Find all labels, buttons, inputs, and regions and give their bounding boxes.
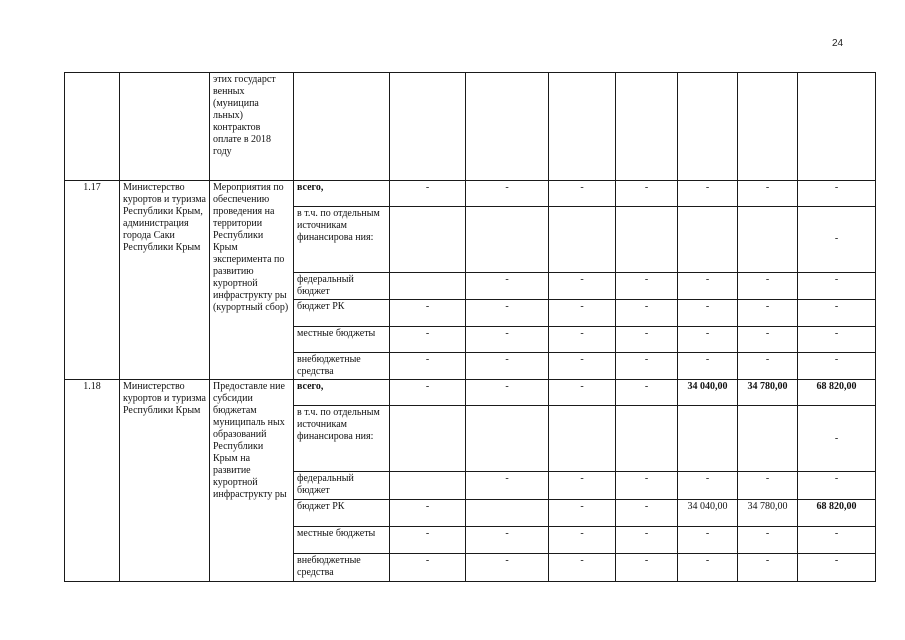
source-label: федеральный бюджет	[294, 472, 390, 499]
source-label: федеральный бюджет	[294, 272, 390, 299]
table-row: федеральный бюджет - - - - - -	[65, 272, 876, 299]
source-label: местные бюджеты	[294, 526, 390, 553]
page-number: 24	[832, 38, 844, 49]
source-label: в т.ч. по отдельным источникам финансирова ния:	[294, 406, 390, 472]
table-row: внебюджетные средства - - - - - - -	[65, 553, 876, 581]
table-row: в т.ч. по отдельным источникам финансирова ния: -	[65, 406, 876, 472]
measure-cell: Предоставле ние субсидии бюджетам муниципаль ных образований Республики Крым на развитие курортной инфраструкту ры	[210, 380, 294, 582]
table-row: бюджет РК - - - 34 040,00 34 780,00 68 820,00	[65, 499, 876, 526]
amount-total-cell: 68 820,00	[798, 380, 876, 406]
source-label: внебюджетные средства	[294, 553, 390, 581]
amount-cell: 34 780,00	[738, 499, 798, 526]
amount-total-cell: 68 820,00	[798, 499, 876, 526]
source-label: бюджет РК	[294, 299, 390, 326]
source-label: внебюджетные средства	[294, 353, 390, 380]
source-label: местные бюджеты	[294, 326, 390, 352]
measure-cell: этих государст венных (муниципа льных) контрактов оплате в 2018 году	[210, 73, 294, 181]
executor-cell: Министерство курортов и туризма Республики Крым, администрация города Саки Республики Крым	[120, 181, 210, 380]
source-label: всего,	[294, 181, 390, 206]
source-label: всего,	[294, 380, 390, 406]
row-number: 1.17	[65, 181, 120, 380]
table-row: в т.ч. по отдельным источникам финансирова ния: -	[65, 206, 876, 272]
table-row: местные бюджеты - - - - - - -	[65, 526, 876, 553]
amount-cell: 34 040,00	[678, 380, 738, 406]
measure-cell: Мероприятия по обеспечению проведения на территории Республики Крым эксперимента по развитию курортной инфраструкту ры (курортный сбор)	[210, 181, 294, 380]
table-row: внебюджетные средства - - - - - - -	[65, 353, 876, 380]
source-label: в т.ч. по отдельным источникам финансирова ния:	[294, 206, 390, 272]
table-row: местные бюджеты - - - - - - -	[65, 326, 876, 352]
table-row: 1.18 Министерство курортов и туризма Республики Крым Предоставле ние субсидии бюджетам муниципаль ных образований Республики Крым на развитие курортной инфраструкту ры всего, - - - - 34 040,00 34 780,00 68 820,00	[65, 380, 876, 406]
amount-cell: 34 040,00	[678, 499, 738, 526]
budget-table	[64, 72, 876, 582]
source-label: бюджет РК	[294, 499, 390, 526]
table-row-continuation	[65, 73, 876, 181]
table-row: бюджет РК - - - - - - -	[65, 299, 876, 326]
amount-cell: 34 780,00	[738, 380, 798, 406]
executor-cell: Министерство курортов и туризма Республики Крым	[120, 380, 210, 582]
table-row: 1.17 Министерство курортов и туризма Республики Крым, администрация города Саки Республики Крым Мероприятия по обеспечению проведения на территории Республики Крым эксперимента по развитию курортной инфраструкту ры (курортный сбор) всего, - - - - - - -	[65, 181, 876, 206]
table-row: федеральный бюджет - - - - - -	[65, 472, 876, 499]
row-number: 1.18	[65, 380, 120, 582]
